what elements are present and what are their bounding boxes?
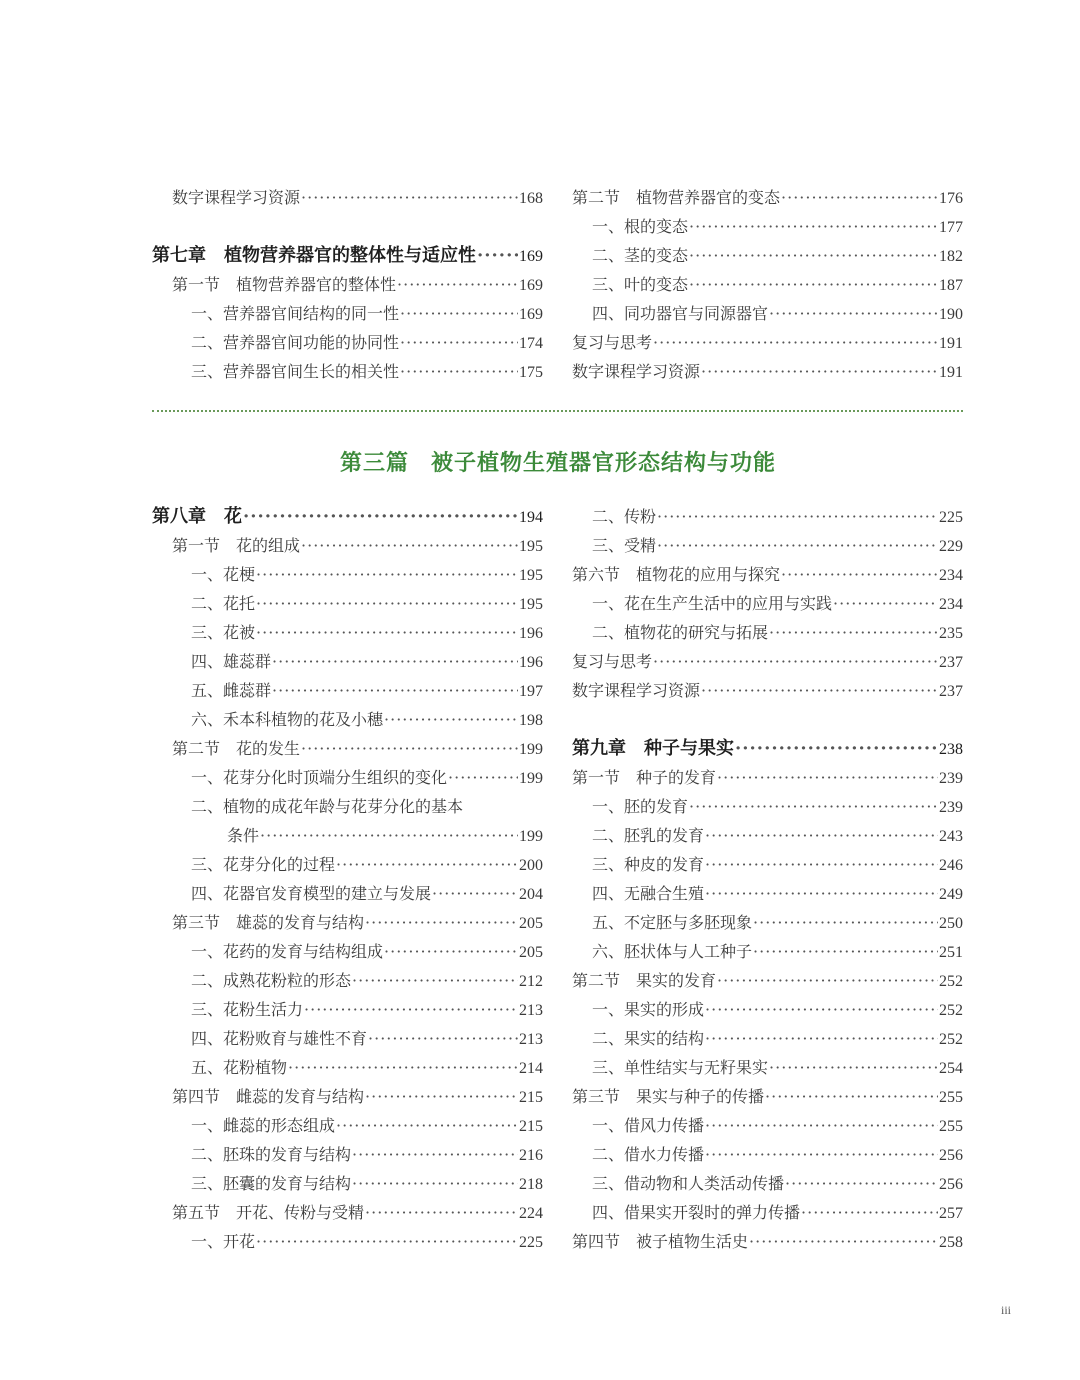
leader-dots: [448, 766, 518, 790]
toc-entry[interactable]: [152, 940, 543, 964]
toc-entry-title: 一、花药的发育与结构组成: [191, 942, 384, 961]
toc-entry-page: 199: [519, 741, 543, 758]
toc-entry-title: 第四节 雌蕊的发育与结构: [172, 1087, 365, 1106]
leader-dots: [781, 563, 938, 587]
toc-entry[interactable]: [572, 1056, 963, 1080]
toc-entry-title: 二、花托: [191, 594, 256, 613]
toc-entry[interactable]: [152, 824, 543, 848]
leader-dots: [769, 1056, 938, 1080]
toc-entry-title: 第八章 花: [152, 506, 242, 527]
leader-dots: [397, 273, 518, 297]
leader-dots: [288, 1056, 518, 1080]
toc-entry-title: 二、营养器官间功能的协同性: [191, 333, 400, 352]
toc-entry-page: 255: [939, 1089, 963, 1106]
toc-entry[interactable]: [152, 679, 543, 703]
toc-entry-title: 第四节 被子植物生活史: [572, 1232, 749, 1251]
leader-dots: [705, 1027, 938, 1051]
toc-entry-title: 复习与思考: [572, 652, 653, 671]
toc-entry[interactable]: [152, 998, 543, 1022]
toc-entry-page: 212: [519, 973, 543, 990]
toc-entry[interactable]: [572, 534, 963, 558]
leader-dots: [705, 1114, 938, 1138]
toc-entry-title: 三、叶的变态: [592, 275, 689, 294]
leader-dots: [301, 737, 518, 761]
toc-entry-page: 182: [939, 248, 963, 265]
toc-entry-page: 195: [519, 538, 543, 555]
leader-dots: [689, 244, 938, 268]
leader-dots: [400, 331, 518, 355]
toc-entry[interactable]: [572, 505, 963, 529]
toc-entry[interactable]: [152, 969, 543, 993]
leader-dots: [256, 1230, 518, 1254]
toc-entry[interactable]: [152, 360, 543, 384]
leader-dots: [365, 1085, 518, 1109]
toc-entry-page: 195: [519, 596, 543, 613]
leader-dots: [256, 592, 518, 616]
toc-entry-page: 243: [939, 828, 963, 845]
toc-entry-title: 四、同功器官与同源器官: [592, 304, 769, 323]
toc-entry[interactable]: [572, 795, 963, 819]
toc-entry[interactable]: [152, 882, 543, 906]
toc-entry-page: 197: [519, 683, 543, 700]
toc-entry-title: 三、借动物和人类活动传播: [592, 1174, 785, 1193]
leader-dots: [689, 273, 938, 297]
leader-dots: [653, 650, 938, 674]
leader-dots: [256, 621, 518, 645]
toc-entry-page: 204: [519, 886, 543, 903]
toc-entry-title: 三、单性结实与无籽果实: [592, 1058, 769, 1077]
leader-dots: [272, 679, 518, 703]
toc-entry-title: 三、花被: [191, 623, 256, 642]
section-divider: [152, 410, 963, 412]
toc-entry-page: 239: [939, 799, 963, 816]
toc-entry-title: 四、花粉败育与雄性不育: [191, 1029, 368, 1048]
toc-entry-page: 205: [519, 944, 543, 961]
toc-entry[interactable]: [152, 621, 543, 645]
leader-dots: [352, 1172, 518, 1196]
toc-entry-title: 三、受精: [592, 536, 657, 555]
leader-dots: [749, 1230, 938, 1254]
toc-entry-title: 第九章 种子与果实: [572, 738, 734, 759]
toc-entry[interactable]: [152, 505, 543, 529]
leader-dots: [705, 1143, 938, 1167]
toc-entry-page: 169: [519, 248, 543, 265]
toc-entry-page: 239: [939, 770, 963, 787]
toc-entry-page: 246: [939, 857, 963, 874]
leader-dots: [717, 969, 938, 993]
toc-entry-page: 196: [519, 654, 543, 671]
toc-entry-title: 三、营养器官间生长的相关性: [191, 362, 400, 381]
leader-dots: [384, 708, 518, 732]
toc-entry-title: 二、茎的变态: [592, 246, 689, 265]
leader-dots: [753, 911, 938, 935]
toc-entry-page: 225: [519, 1234, 543, 1251]
toc-entry[interactable]: [572, 940, 963, 964]
toc-entry-title: 二、胚乳的发育: [592, 826, 705, 845]
leader-dots: [400, 302, 518, 326]
leader-dots: [801, 1201, 938, 1225]
toc-entry[interactable]: [572, 882, 963, 906]
toc-entry[interactable]: [572, 737, 963, 761]
leader-dots: [705, 998, 938, 1022]
toc-entry-title: 第三节 雄蕊的发育与结构: [172, 913, 365, 932]
toc-entry[interactable]: [152, 795, 543, 819]
leader-dots: [336, 853, 518, 877]
toc-entry-title: 一、开花: [191, 1232, 256, 1251]
toc-entry-page: 190: [939, 306, 963, 323]
toc-entry-page: 250: [939, 915, 963, 932]
toc-entry-title: 四、雄蕊群: [191, 652, 272, 671]
toc-entry[interactable]: [572, 186, 963, 210]
toc-entry-page: 169: [519, 277, 543, 294]
leader-dots: [781, 186, 938, 210]
toc-entry-page: 218: [519, 1176, 543, 1193]
toc-entry-page: 199: [519, 770, 543, 787]
toc-entry-title: 四、借果实开裂时的弹力传播: [592, 1203, 801, 1222]
leader-dots: [735, 737, 938, 761]
toc-entry[interactable]: [572, 998, 963, 1022]
toc-entry[interactable]: [152, 302, 543, 326]
toc-entry[interactable]: [572, 911, 963, 935]
toc-entry-title: 二、传粉: [592, 507, 657, 526]
toc-entry-title: 第一节 种子的发育: [572, 768, 717, 787]
toc-entry-title: 第六节 植物花的应用与探究: [572, 565, 781, 584]
toc-entry-page: 199: [519, 828, 543, 845]
toc-entry-page: 235: [939, 625, 963, 642]
toc-entry-title: 四、无融合生殖: [592, 884, 705, 903]
toc-entry-title: 一、果实的形成: [592, 1000, 705, 1019]
toc-entry-page: 195: [519, 567, 543, 584]
toc-entry-page: 251: [939, 944, 963, 961]
toc-entry[interactable]: [572, 215, 963, 239]
leader-dots: [833, 592, 938, 616]
toc-entry[interactable]: [572, 969, 963, 993]
leader-dots: [301, 186, 518, 210]
leader-dots: [260, 824, 518, 848]
toc-entry-page: 205: [519, 915, 543, 932]
toc-entry[interactable]: [572, 1027, 963, 1051]
toc-entry[interactable]: [152, 737, 543, 761]
toc-entry[interactable]: [572, 1085, 963, 1109]
leader-dots: [301, 534, 518, 558]
part-label: 第三篇: [339, 450, 409, 476]
toc-entry[interactable]: [152, 911, 543, 935]
leader-dots: [657, 505, 938, 529]
toc-entry-page: 256: [939, 1147, 963, 1164]
toc-entry[interactable]: [572, 824, 963, 848]
leader-dots: [432, 882, 518, 906]
toc-entry[interactable]: [152, 650, 543, 674]
toc-entry[interactable]: [152, 563, 543, 587]
toc-entry-title: 数字课程学习资源: [572, 362, 701, 381]
toc-entry-title: 二、植物花的研究与拓展: [592, 623, 769, 642]
toc-entry-page: 169: [519, 306, 543, 323]
leader-dots: [352, 969, 518, 993]
leader-dots: [769, 302, 938, 326]
leader-dots: [689, 215, 938, 239]
toc-entry-page: 258: [939, 1234, 963, 1251]
leader-dots: [352, 1143, 518, 1167]
toc-entry-page: 177: [939, 219, 963, 236]
toc-entry[interactable]: [572, 650, 963, 674]
leader-dots: [368, 1027, 518, 1051]
toc-entry-title: 一、花在生产生活中的应用与实践: [592, 594, 833, 613]
toc-entry-title: 六、胚状体与人工种子: [592, 942, 753, 961]
leader-dots: [705, 853, 938, 877]
toc-entry[interactable]: [572, 360, 963, 384]
toc-entry-page: 213: [519, 1031, 543, 1048]
toc-entry-title: 数字课程学习资源: [572, 681, 701, 700]
toc-entry-title: 一、雌蕊的形态组成: [191, 1116, 336, 1135]
toc-entry-page: 196: [519, 625, 543, 642]
page-number: iii: [1001, 1303, 1012, 1317]
leader-dots: [272, 650, 518, 674]
toc-entry[interactable]: [572, 766, 963, 790]
toc-entry[interactable]: [572, 853, 963, 877]
toc-entry-title: 五、不定胚与多胚现象: [592, 913, 753, 932]
toc-entry-title: 第二节 植物营养器官的变态: [572, 188, 781, 207]
toc-entry-page: 176: [939, 190, 963, 207]
leader-dots: [765, 1085, 938, 1109]
toc-entry-page: 224: [519, 1205, 543, 1222]
leader-dots: [657, 534, 938, 558]
toc-entry-title: 三、花粉生活力: [191, 1000, 304, 1019]
toc-entry[interactable]: [572, 1114, 963, 1138]
leader-dots: [477, 244, 518, 268]
leader-dots: [701, 679, 938, 703]
toc-entry[interactable]: [572, 331, 963, 355]
toc-entry-title: 一、营养器官间结构的同一性: [191, 304, 400, 323]
toc-entry-title: 第三节 果实与种子的传播: [572, 1087, 765, 1106]
toc-entry[interactable]: [152, 592, 543, 616]
toc-entry-page: 191: [939, 335, 963, 352]
toc-entry-title: 复习与思考: [572, 333, 653, 352]
toc-entry[interactable]: [152, 1056, 543, 1080]
toc-entry-page: 252: [939, 1031, 963, 1048]
part-name: 被子植物生殖器官形态结构与功能: [431, 450, 777, 476]
toc-entry-title: 一、借风力传播: [592, 1116, 705, 1135]
leader-dots: [717, 766, 938, 790]
leader-dots: [384, 940, 518, 964]
toc-entry[interactable]: [152, 331, 543, 355]
toc-entry[interactable]: [572, 1172, 963, 1196]
toc-entry-page: 252: [939, 1002, 963, 1019]
toc-entry-page: 254: [939, 1060, 963, 1077]
toc-entry-page: 234: [939, 567, 963, 584]
toc-entry[interactable]: [152, 708, 543, 732]
toc-entry[interactable]: [152, 1172, 543, 1196]
toc-entry[interactable]: [572, 679, 963, 703]
leader-dots: [336, 1114, 518, 1138]
toc-entry-title: 三、花芽分化的过程: [191, 855, 336, 874]
toc-entry-title: 三、种皮的发育: [592, 855, 705, 874]
toc-entry[interactable]: [152, 853, 543, 877]
toc-entry-title: 一、花梗: [191, 565, 256, 584]
leader-dots: [304, 998, 518, 1022]
leader-dots: [653, 331, 938, 355]
toc-entry[interactable]: [572, 1230, 963, 1254]
toc-entry[interactable]: [152, 766, 543, 790]
toc-entry[interactable]: [152, 1230, 543, 1254]
leader-dots: [753, 940, 938, 964]
toc-entry-title: 一、花芽分化时顶端分生组织的变化: [191, 768, 448, 787]
toc-entry-title: 二、胚珠的发育与结构: [191, 1145, 352, 1164]
toc-entry[interactable]: [152, 1201, 543, 1225]
toc-entry[interactable]: [152, 1143, 543, 1167]
toc-entry-page: 214: [519, 1060, 543, 1077]
leader-dots: [243, 505, 518, 529]
toc-entry-page: 234: [939, 596, 963, 613]
toc-entry-title: 数字课程学习资源: [172, 188, 301, 207]
toc-entry-page: 225: [939, 509, 963, 526]
toc-entry[interactable]: [152, 1027, 543, 1051]
toc-entry[interactable]: [152, 273, 543, 297]
leader-dots: [701, 360, 938, 384]
leader-dots: [689, 795, 938, 819]
toc-entry-page: 256: [939, 1176, 963, 1193]
toc-entry-title: 二、成熟花粉粒的形态: [191, 971, 352, 990]
toc-entry-title: 五、雌蕊群: [191, 681, 272, 700]
toc-entry-page: 198: [519, 712, 543, 729]
leader-dots: [365, 911, 518, 935]
toc-entry-page: 213: [519, 1002, 543, 1019]
leader-dots: [705, 882, 938, 906]
toc-entry-page: 237: [939, 683, 963, 700]
toc-entry-title: 第七章 植物营养器官的整体性与适应性: [152, 245, 476, 266]
leader-dots: [705, 824, 938, 848]
part-title: [0, 446, 1080, 477]
toc-entry-title: 第五节 开花、传粉与受精: [172, 1203, 365, 1222]
toc-entry-page: 249: [939, 886, 963, 903]
leader-dots: [365, 1201, 518, 1225]
toc-entry-page: 216: [519, 1147, 543, 1164]
toc-entry-page: 187: [939, 277, 963, 294]
toc-entry-title: 一、胚的发育: [592, 797, 689, 816]
toc-entry[interactable]: [152, 1114, 543, 1138]
toc-entry[interactable]: [572, 244, 963, 268]
leader-dots: [256, 563, 518, 587]
toc-entry-title: 第二节 果实的发育: [572, 971, 717, 990]
toc-entry-title: 六、禾本科植物的花及小穗: [191, 710, 384, 729]
leader-dots: [785, 1172, 938, 1196]
leader-dots: [769, 621, 938, 645]
toc-entry-page: 175: [519, 364, 543, 381]
toc-entry-title: 第二节 花的发生: [172, 739, 301, 758]
toc-entry[interactable]: [152, 244, 543, 268]
toc-entry-title: 五、花粉植物: [191, 1058, 288, 1077]
toc-entry-page: 237: [939, 654, 963, 671]
toc-entry[interactable]: [572, 621, 963, 645]
toc-entry[interactable]: [572, 273, 963, 297]
toc-entry-title: 二、果实的结构: [592, 1029, 705, 1048]
toc-entry[interactable]: [152, 186, 543, 210]
toc-entry-page: 191: [939, 364, 963, 381]
toc-entry[interactable]: [572, 1143, 963, 1167]
toc-entry-page: 215: [519, 1118, 543, 1135]
toc-entry-page: 238: [939, 741, 963, 758]
toc-entry-title: 三、胚囊的发育与结构: [191, 1174, 352, 1193]
toc-entry-title: 第一节 花的组成: [172, 536, 301, 555]
toc-entry-page: 257: [939, 1205, 963, 1222]
toc-entry-page: 252: [939, 973, 963, 990]
toc-entry[interactable]: [152, 1085, 543, 1109]
toc-entry-title: 第一节 植物营养器官的整体性: [172, 275, 397, 294]
toc-entry[interactable]: [572, 563, 963, 587]
toc-entry-page: 200: [519, 857, 543, 874]
leader-dots: [400, 360, 518, 384]
toc-entry[interactable]: [572, 1201, 963, 1225]
toc-entry-page: 229: [939, 538, 963, 555]
toc-entry-page: 194: [519, 509, 543, 526]
toc-entry[interactable]: [152, 534, 543, 558]
toc-entry-title: 条件: [227, 826, 260, 845]
toc-entry-page: 168: [519, 190, 543, 207]
toc-entry-title: 二、植物的成花年龄与花芽分化的基本: [191, 797, 464, 816]
toc-entry[interactable]: [572, 302, 963, 326]
toc-entry-page: 215: [519, 1089, 543, 1106]
toc-entry-title: 二、借水力传播: [592, 1145, 705, 1164]
toc-entry[interactable]: [572, 592, 963, 616]
toc-entry-title: 四、花器官发育模型的建立与发展: [191, 884, 432, 903]
toc-entry-title: 一、根的变态: [592, 217, 689, 236]
toc-entry-page: 255: [939, 1118, 963, 1135]
toc-entry-page: 174: [519, 335, 543, 352]
